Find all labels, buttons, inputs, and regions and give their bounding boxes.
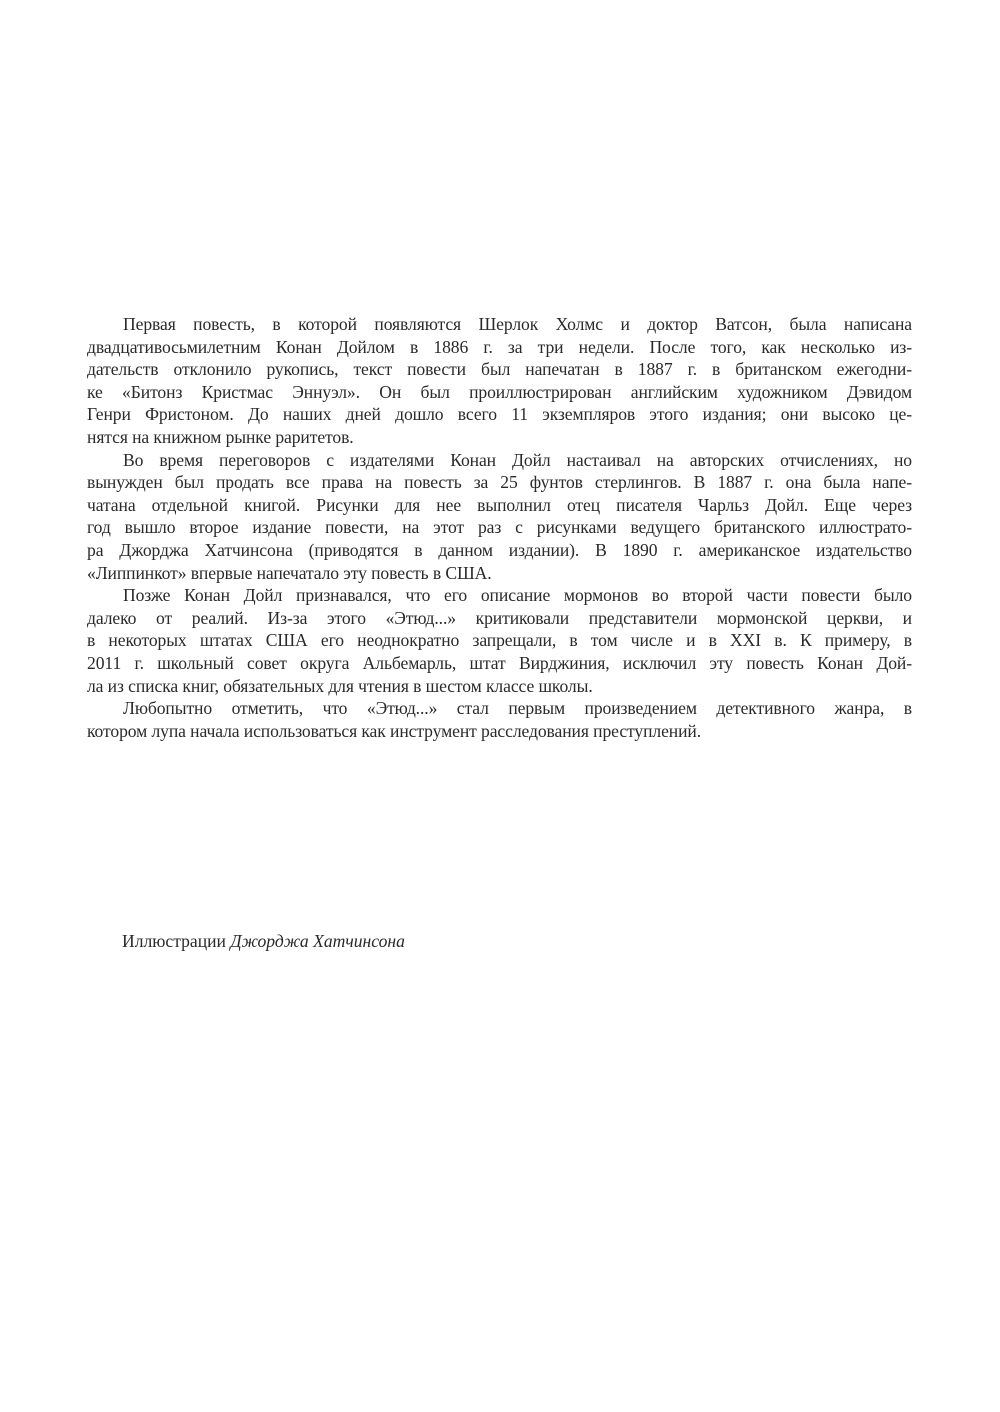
text-line: в некоторых штатах США его неоднократно запрещали, в том числе и в XXI в. К примеру, в [87, 630, 912, 651]
paragraph-4 [87, 697, 912, 742]
text-line: Первая повесть, в которой появляются Шерлок Холмс и доктор Ватсон, была написана [123, 314, 912, 334]
credit-label: Иллюстрации [122, 931, 226, 951]
paragraph-2 [87, 449, 912, 585]
illustration-credit [122, 930, 405, 952]
paragraph-1 [87, 313, 912, 449]
illustrator-name: Джорджа Хатчинсона [230, 931, 405, 951]
text-line: далеко от реалий. Из-за этого «Этюд...» критиковали представители мормонской церкви, и [87, 607, 912, 628]
text-line: Любопытно отметить, что «Этюд...» стал первым произведением детективного жанра, в [123, 698, 912, 719]
text-line: чатана отдельной книгой. Рисунки для нее выполнил отец писателя Чарльз Дойл. Еще через [87, 494, 912, 515]
text-line: вынужден был продать все права на повесть за 25 фунтов стерлингов. В 1887 г. она была напе- [87, 472, 912, 493]
text-line: Позже Конан Дойл признавался, что его описание мормонов во второй части повести было [123, 585, 912, 606]
text-line: ла из списка книг, обязательных для чтения в шестом классе школы. [87, 675, 593, 696]
text-line: котором лупа начала использоваться как инструмент расследования преступлений. [87, 720, 702, 741]
text-line: год вышло второе издание повести, на этот раз с рисунками ведущего британского иллюстрато- [87, 517, 912, 538]
text-line: Генри Фристоном. До наших дней дошло всего 11 экземпляров этого издания; они высоко це- [87, 404, 912, 425]
text-line: нятся на книжном рынке раритетов. [87, 426, 354, 447]
text-line: дательств отклонило рукопись, текст повести был напечатан в 1887 г. в британском ежегодни- [87, 359, 912, 380]
text-line: Во время переговоров с издателями Конан Дойл настаивал на авторских отчислениях, но [123, 449, 912, 470]
text-line: 2011 г. школьный совет округа Альбемарль, штат Вирджиния, исключил эту повесть Конан Дой- [87, 652, 912, 673]
article-text [87, 313, 912, 742]
text-line: «Липпинкот» впервые напечатало эту повесть в США. [87, 562, 492, 583]
paragraph-3 [87, 584, 912, 697]
text-line: ра Джорджа Хатчинсона (приводятся в данном издании). В 1890 г. американское издательство [87, 539, 912, 560]
text-line: двадцативосьмилетним Конан Дойлом в 1886 г. за три недели. После того, как несколько из- [87, 336, 912, 357]
text-line: ке «Битонз Кристмас Эннуэл». Он был проиллюстрирован английским художником Дэвидом [87, 381, 912, 402]
